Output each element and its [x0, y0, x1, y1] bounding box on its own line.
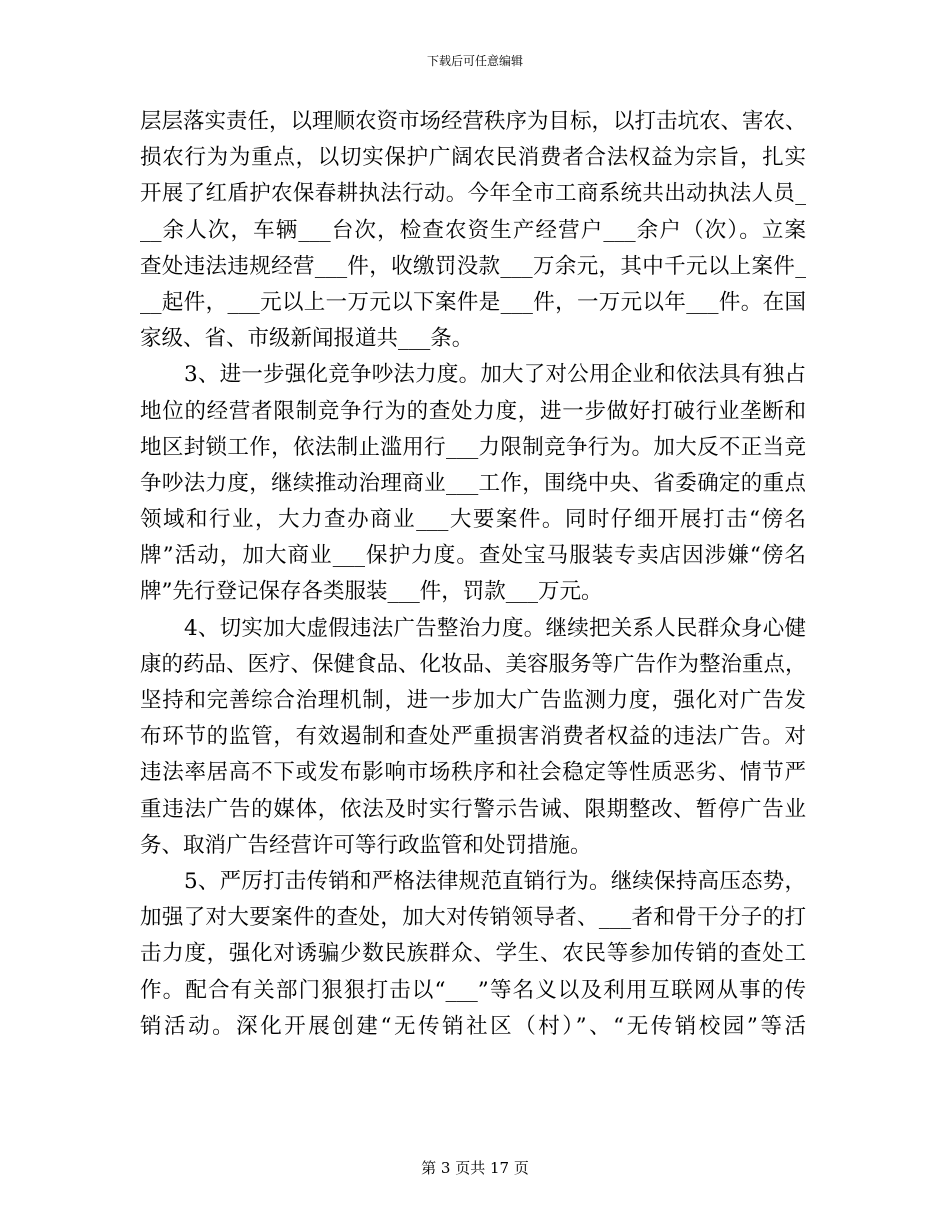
- text-line: 击力度，强化对诱骗少数民族群众、学生、农民等参加传销的查处工: [140, 941, 806, 967]
- text-line: 查处违法违规经营___件，收缴罚没款___万余元，其中千元以上案件_: [140, 253, 806, 279]
- document-body: [140, 104, 806, 1045]
- text-line: 地位的经营者限制竞争行为的查处力度，进一步做好打破行业垄断和: [140, 398, 806, 424]
- text-line: 销活动。深化开展创建“无传销社区（村）”、“无传销校园”等活: [140, 1013, 806, 1039]
- page-header: 下载后可任意编辑: [426, 54, 523, 68]
- text-line: 损农行为为重点，以切实保护广阔农民消费者合法权益为宗旨，扎实: [140, 145, 806, 171]
- paragraph-4-first-line: 4、切实加大虚假违法广告整治力度。继续把关系人民群众身心健: [184, 615, 806, 641]
- text-line: 地区封锁工作，依法制止滥用行___力限制竞争行为。加大反不正当竞: [140, 434, 806, 460]
- text-line: 重违法广告的媒体，依法及时实行警示告诫、限期整改、暂停广告业: [140, 796, 806, 822]
- text-line: 违法率居高不下或发布影响市场秩序和社会稳定等性质恶劣、情节严: [140, 760, 806, 786]
- text-line: 加强了对大要案件的查处，加大对传销领导者、___者和骨干分子的打: [140, 905, 806, 931]
- text-line: 家级、省、市级新闻报道共___条。: [140, 326, 474, 352]
- text-line: __起件，___元以上一万元以下案件是___件，一万元以年___件。在国: [140, 289, 806, 315]
- text-line: 布环节的监管，有效遏制和查处严重损害消费者权益的违法广告。对: [140, 724, 806, 750]
- text-line: __余人次，车辆___台次，检查农资生产经营户___余户（次）。立案: [140, 217, 806, 243]
- text-line: 作。配合有关部门狠狠打击以“___”等名义以及利用互联网从事的传: [140, 977, 806, 1003]
- text-line: 务、取消广告经营许可等行政监管和处罚措施。: [140, 832, 592, 858]
- text-line: 牌”活动，加大商业___保护力度。查处宝马服装专卖店因涉嫌“傍名: [140, 543, 806, 569]
- text-line: 康的药品、医疗、保健食品、化妆品、美容服务等广告作为整治重点，: [140, 651, 807, 677]
- text-line: 牌”先行登记保存各类服装___件，罚款___万元。: [140, 579, 603, 605]
- text-line: 坚持和完善综合治理机制，进一步加大广告监测力度，强化对广告发: [140, 688, 806, 713]
- page-number-footer: 第 3 页共 17 页: [421, 1159, 529, 1177]
- paragraph-5-first-line: 5、严厉打击传销和严格法律规范直销行为。继续保持高压态势，: [184, 868, 806, 894]
- paragraph-3-first-line: 3、进一步强化竞争吵法力度。加大了对公用企业和依法具有独占: [184, 362, 806, 388]
- text-line: 开展了红盾护农保春耕执法行动。今年全市工商系统共出动执法人员_: [140, 181, 806, 207]
- text-line: 领域和行业，大力查办商业___大要案件。同时仔细开展打击“傍名: [140, 507, 806, 533]
- text-line: 争吵法力度，继续推动治理商业___工作，围绕中央、省委确定的重点: [140, 470, 806, 496]
- text-line: 层层落实责任，以理顺农资市场经营秩序为目标，以打击坑农、害农、: [140, 109, 807, 134]
